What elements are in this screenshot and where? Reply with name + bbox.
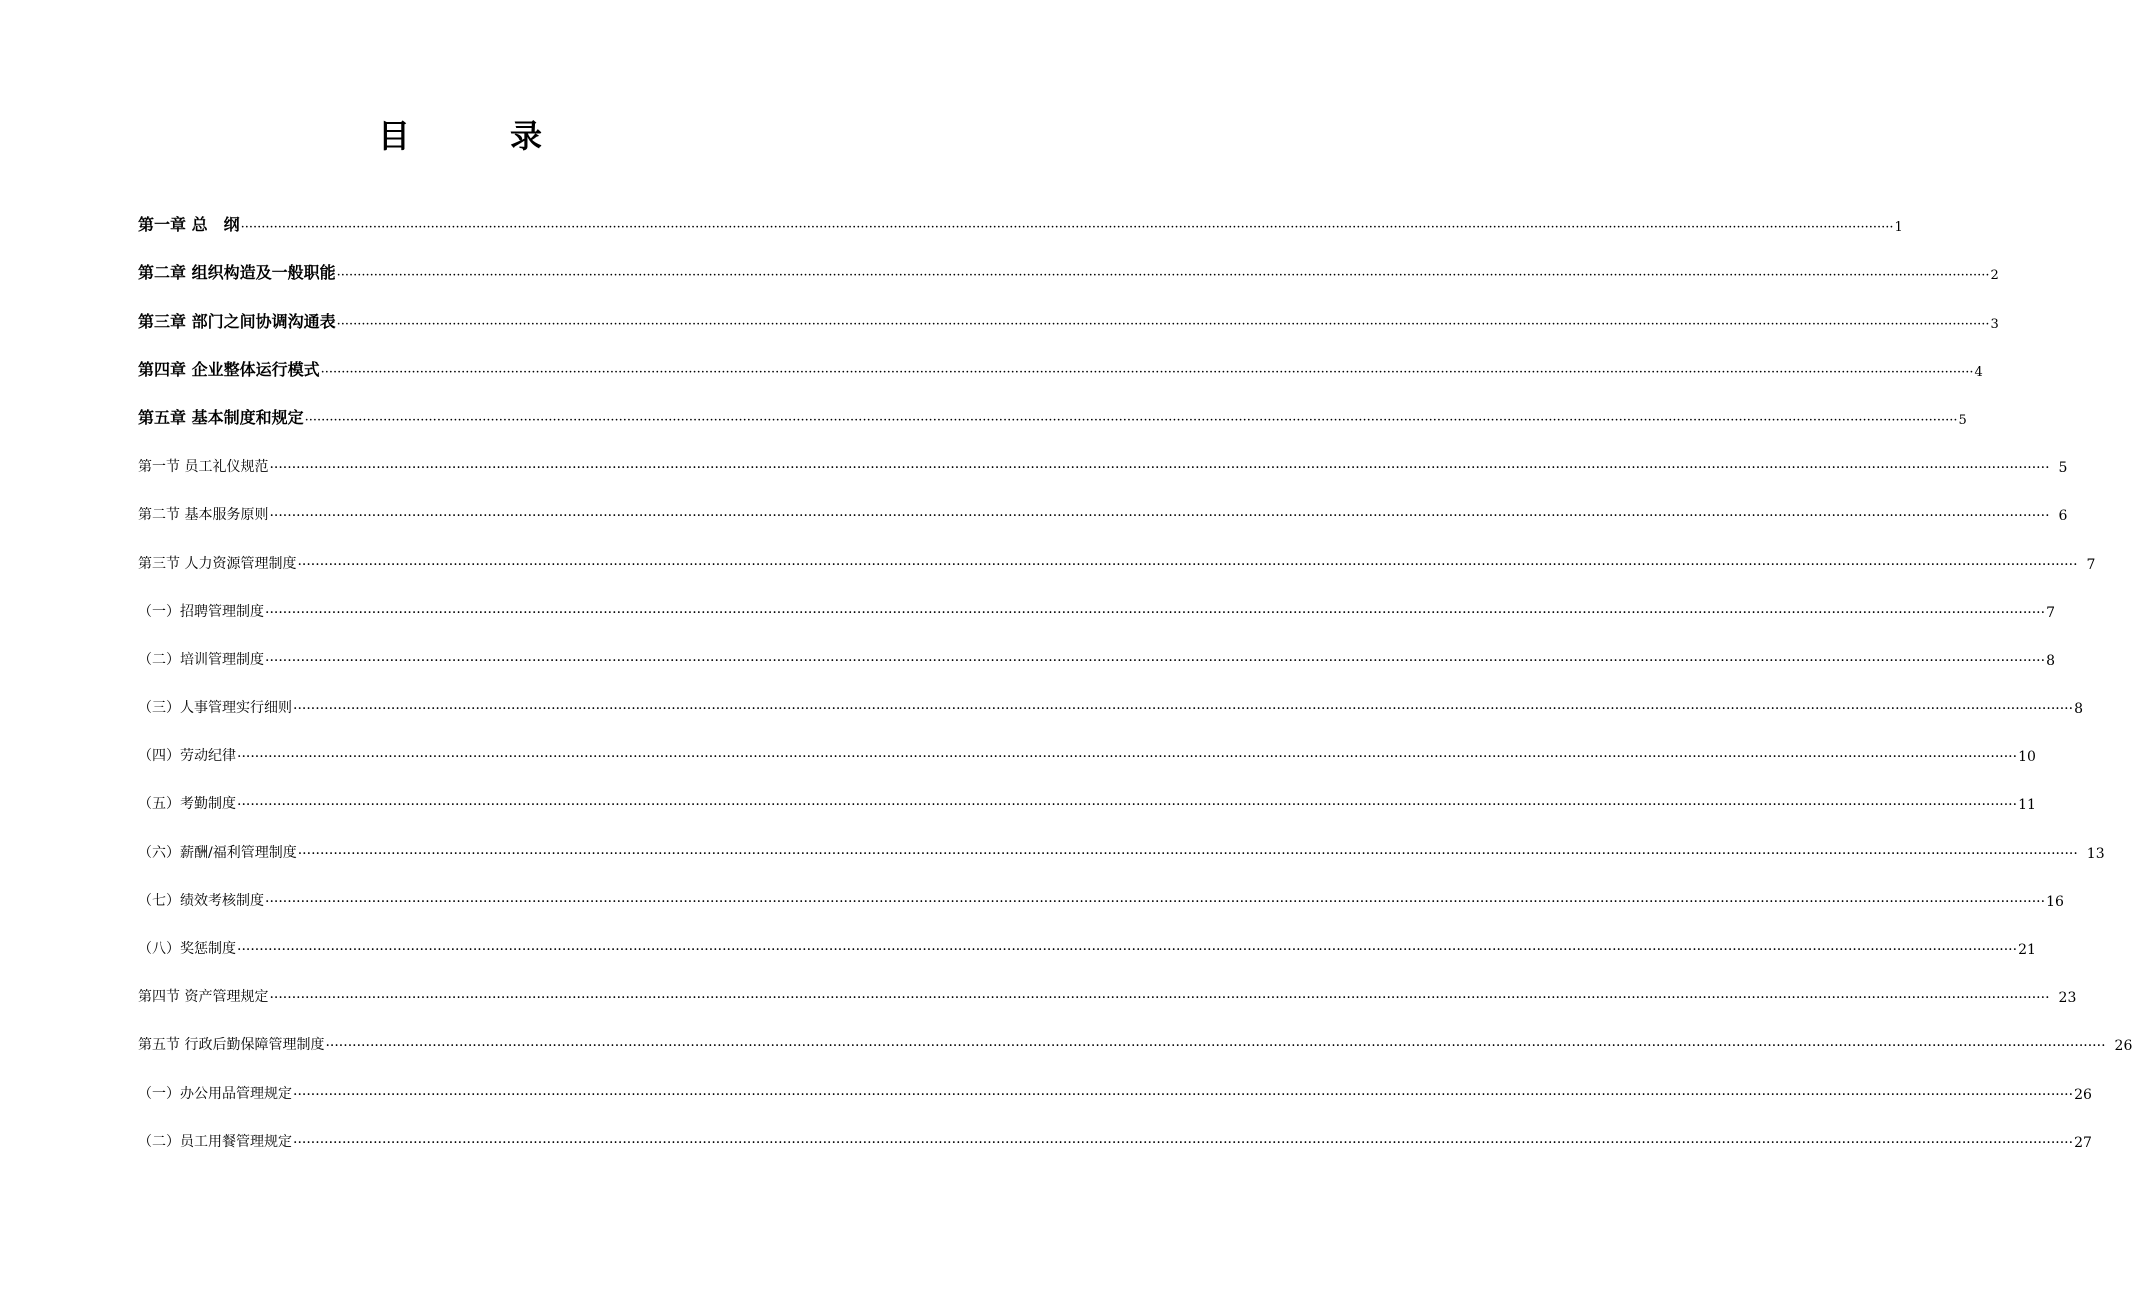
title-char-1: 目 xyxy=(377,117,410,155)
toc-entry[interactable] xyxy=(138,631,2055,679)
dot-leader: ················································································································································································································································································································································································································ xyxy=(293,1086,2074,1103)
toc-entry-label: （二）员工用餐管理规定 xyxy=(138,1133,292,1150)
dot-leader: ················································································································································································································································································································································································································ xyxy=(293,1134,2074,1151)
toc-entry-label: 第一章 总 纲 xyxy=(138,215,240,235)
toc-entry-page-number: 23 xyxy=(2058,990,2077,1007)
dot-leader: ················································································································································································································································································································································································································ xyxy=(237,749,2018,766)
toc-entry-label: 第三节 人力资源管理制度 xyxy=(138,555,297,572)
toc-entry-label: 第四节 资产管理规定 xyxy=(138,989,269,1006)
toc-entry[interactable] xyxy=(138,679,2083,727)
toc-entry-page-number: 5 xyxy=(1958,412,1967,428)
toc-entry-page-number: 10 xyxy=(2018,749,2036,766)
dot-leader: ················································································································································································································································································································································································································ xyxy=(293,701,2074,718)
toc-entry-label: （五）考勤制度 xyxy=(138,796,236,813)
toc-entry-label: 第二节 基本服务原则 xyxy=(138,507,269,524)
dot-leader: ················································································································································································································································································································································································································ xyxy=(297,845,2078,862)
dot-leader: ················································································································································································································································································································································································································ xyxy=(304,412,1958,428)
dot-leader: ················································································································································································································································································································································································································ xyxy=(269,990,2050,1007)
toc-entry-page-number: 8 xyxy=(2046,652,2055,669)
dot-leader: ················································································································································································································································································································································································································ xyxy=(297,556,2078,573)
toc-entry[interactable] xyxy=(138,293,1999,341)
toc-entry-page-number: 2 xyxy=(1990,268,1999,284)
toc-entry[interactable] xyxy=(138,390,1967,438)
toc-entry-page-number: 26 xyxy=(2074,1086,2092,1103)
dot-leader: ················································································································································································································································································································································································································ xyxy=(240,220,1894,236)
toc-entry-label: 第五章 基本制度和规定 xyxy=(138,407,304,427)
dot-leader: ················································································································································································································································································································································································································ xyxy=(265,604,2046,621)
toc-entry[interactable] xyxy=(138,486,2068,534)
toc-title xyxy=(0,112,920,160)
title-char-2: 录 xyxy=(510,117,543,155)
toc-entry[interactable] xyxy=(138,775,2036,823)
dot-leader: ················································································································································································································································································································································································································ xyxy=(269,508,2050,525)
toc-entry[interactable] xyxy=(138,1016,2132,1064)
toc-entry[interactable] xyxy=(138,727,2036,775)
dot-leader: ················································································································································································································································································································································································································ xyxy=(325,1038,2106,1055)
toc-entry-page-number: 3 xyxy=(1990,316,1999,332)
toc-entry-label: 第五节 行政后勤保障管理制度 xyxy=(138,1037,325,1054)
dot-leader: ················································································································································································································································································································································································································ xyxy=(237,797,2018,814)
toc-entry-page-number: 13 xyxy=(2086,845,2105,862)
toc-entry[interactable] xyxy=(138,872,2064,920)
toc-entry[interactable] xyxy=(138,968,2077,1016)
toc-entry-label: （六）薪酬/福利管理制度 xyxy=(138,844,297,861)
toc-entry[interactable] xyxy=(138,534,2096,582)
toc-entry-label: （八）奖惩制度 xyxy=(138,941,236,957)
toc-entry-page-number: 7 xyxy=(2046,604,2055,621)
toc-entry[interactable] xyxy=(138,1064,2092,1112)
dot-leader: ················································································································································································································································································································································································································ xyxy=(336,316,1990,332)
toc-entry[interactable] xyxy=(138,823,2105,871)
toc-entry-label: （七）绩效考核制度 xyxy=(138,892,264,909)
dot-leader: ················································································································································································································································································································································································································ xyxy=(320,364,1974,380)
toc-entry-page-number: 11 xyxy=(2018,797,2036,814)
table-of-contents xyxy=(138,197,2132,1161)
toc-entry[interactable] xyxy=(138,920,2036,968)
toc-entry[interactable] xyxy=(138,583,2055,631)
toc-entry-page-number: 7 xyxy=(2086,556,2096,573)
toc-entry-page-number: 1 xyxy=(1894,220,1903,236)
dot-leader: ················································································································································································································································································································································································································ xyxy=(269,460,2050,477)
toc-entry[interactable] xyxy=(138,438,2068,486)
toc-entry[interactable] xyxy=(138,1113,2092,1161)
toc-entry-label: 第一节 员工礼仪规范 xyxy=(138,459,269,476)
dot-leader: ················································································································································································································································································································································································································ xyxy=(237,942,2018,958)
dot-leader: ················································································································································································································································································································································································································ xyxy=(265,893,2046,910)
toc-entry-label: （四）劳动纪律 xyxy=(138,748,236,765)
toc-entry-page-number: 16 xyxy=(2046,893,2064,910)
toc-entry-label: （三）人事管理实行细则 xyxy=(138,700,292,717)
toc-entry-label: （一）办公用品管理规定 xyxy=(138,1085,292,1102)
toc-entry-page-number: 26 xyxy=(2114,1038,2132,1055)
toc-entry-page-number: 6 xyxy=(2058,508,2068,525)
toc-entry-label: 第四章 企业整体运行模式 xyxy=(138,359,320,379)
toc-entry-page-number: 21 xyxy=(2018,942,2036,958)
toc-entry-label: 第二章 组织构造及一般职能 xyxy=(138,263,336,283)
toc-entry-label: 第三章 部门之间协调沟通表 xyxy=(138,311,336,331)
toc-entry-page-number: 27 xyxy=(2074,1134,2092,1151)
toc-entry[interactable] xyxy=(138,342,1983,390)
toc-entry-label: （二）培训管理制度 xyxy=(138,651,264,668)
dot-leader: ················································································································································································································································································································································································································ xyxy=(265,652,2046,669)
toc-entry-page-number: 8 xyxy=(2074,701,2083,718)
toc-entry-page-number: 4 xyxy=(1974,364,1983,380)
dot-leader: ················································································································································································································································································································································································································ xyxy=(336,268,1990,284)
toc-entry-page-number: 5 xyxy=(2058,460,2068,477)
toc-entry[interactable] xyxy=(138,245,1999,293)
toc-entry-label: （一）招聘管理制度 xyxy=(138,603,264,620)
toc-entry[interactable] xyxy=(138,197,1903,245)
